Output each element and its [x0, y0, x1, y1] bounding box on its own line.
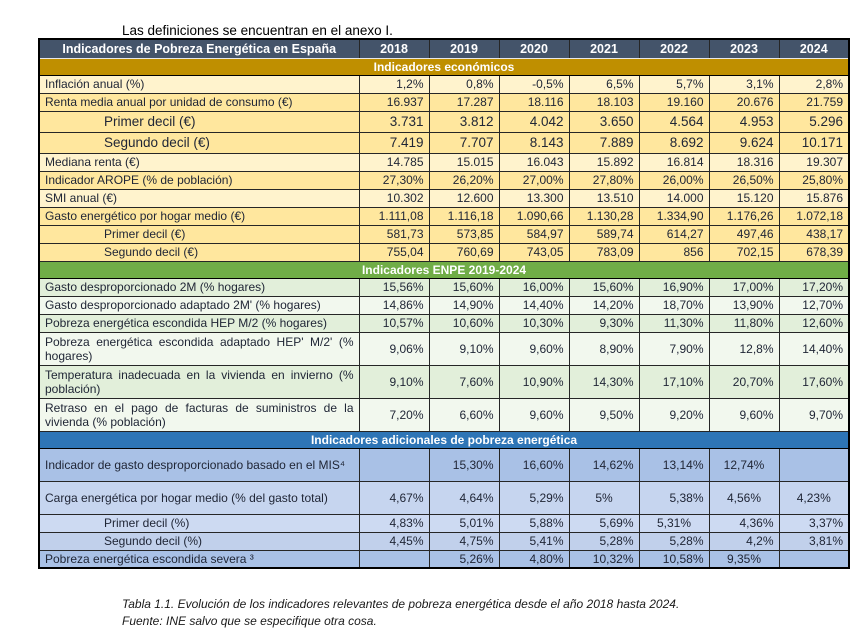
value-cell: 19.307	[779, 153, 849, 171]
table-row	[39, 481, 849, 514]
value-cell: 702,15	[709, 243, 779, 261]
row-label: Primer decil (€)	[39, 111, 359, 132]
value-cell: 14,62%	[569, 448, 639, 481]
table-row	[39, 514, 849, 532]
value-cell: 5,26%	[429, 550, 499, 568]
table-row	[39, 207, 849, 225]
value-cell: 9,20%	[639, 398, 709, 431]
year-column-header: 2023	[709, 39, 779, 58]
value-cell: 743,05	[499, 243, 569, 261]
value-cell: 7,20%	[359, 398, 429, 431]
section-header-row	[39, 58, 849, 75]
row-label: Pobreza energética escondida adaptado HEP' M/2' (% hogares)	[39, 332, 359, 365]
indicators-table	[38, 38, 850, 569]
value-cell: 18.116	[499, 93, 569, 111]
value-cell: 16.043	[499, 153, 569, 171]
table-row	[39, 278, 849, 296]
value-cell: 16.814	[639, 153, 709, 171]
value-cell: 20,70%	[709, 365, 779, 398]
row-label: Gasto desproporcionado 2M (% hogares)	[39, 278, 359, 296]
row-label: SMI anual (€)	[39, 189, 359, 207]
table-row	[39, 132, 849, 153]
value-cell: 4.953	[709, 111, 779, 132]
value-cell: 4.042	[499, 111, 569, 132]
value-cell: 3.812	[429, 111, 499, 132]
value-cell: 1.176,26	[709, 207, 779, 225]
value-cell: 12,60%	[779, 314, 849, 332]
value-cell: 4,75%	[429, 532, 499, 550]
value-cell: 5,01%	[429, 514, 499, 532]
value-cell: 856	[639, 243, 709, 261]
value-cell: 13.510	[569, 189, 639, 207]
value-cell: 9,30%	[569, 314, 639, 332]
value-cell: 8.143	[499, 132, 569, 153]
value-cell: 1.334,90	[639, 207, 709, 225]
value-cell: 1.130,28	[569, 207, 639, 225]
year-column-header: 2022	[639, 39, 709, 58]
value-cell: 14,30%	[569, 365, 639, 398]
value-cell: 4,83%	[359, 514, 429, 532]
indicators-table-container	[38, 38, 850, 569]
value-cell: 3.650	[569, 111, 639, 132]
value-cell: 14,40%	[779, 332, 849, 365]
value-cell: 589,74	[569, 225, 639, 243]
row-label: Segundo decil (€)	[39, 132, 359, 153]
value-cell: 16,90%	[639, 278, 709, 296]
value-cell: 14,20%	[569, 296, 639, 314]
year-column-header: 2018	[359, 39, 429, 58]
value-cell: 9.624	[709, 132, 779, 153]
value-cell: 26,20%	[429, 171, 499, 189]
row-label: Primer decil (%)	[39, 514, 359, 532]
value-cell: 10.302	[359, 189, 429, 207]
value-cell: 19.160	[639, 93, 709, 111]
value-cell	[779, 550, 849, 568]
value-cell: 5,28%	[569, 532, 639, 550]
value-cell: 5,29%	[499, 481, 569, 514]
table-row	[39, 448, 849, 481]
table-row	[39, 332, 849, 365]
value-cell: 15.892	[569, 153, 639, 171]
table-row	[39, 153, 849, 171]
year-column-header: 2019	[429, 39, 499, 58]
value-cell: 7,90%	[639, 332, 709, 365]
value-cell: 9,06%	[359, 332, 429, 365]
value-cell: 760,69	[429, 243, 499, 261]
value-cell: 4.564	[639, 111, 709, 132]
intro-text: Las definiciones se encuentran en el anexo I.	[122, 22, 393, 38]
value-cell: 26,00%	[639, 171, 709, 189]
row-label: Segundo decil (€)	[39, 243, 359, 261]
value-cell: 15,60%	[429, 278, 499, 296]
value-cell: 4,56%	[709, 481, 779, 514]
value-cell: 5,31%	[639, 514, 709, 532]
value-cell: 9,60%	[499, 332, 569, 365]
value-cell: 783,09	[569, 243, 639, 261]
value-cell: 614,27	[639, 225, 709, 243]
row-label: Temperatura inadecuada en la vivienda en invierno (% población)	[39, 365, 359, 398]
row-label: Gasto desproporcionado adaptado 2M' (% hogares)	[39, 296, 359, 314]
row-label: Renta media anual por unidad de consumo (€)	[39, 93, 359, 111]
value-cell: 17.287	[429, 93, 499, 111]
value-cell: 18,70%	[639, 296, 709, 314]
table-body	[39, 58, 849, 568]
value-cell: 7,60%	[429, 365, 499, 398]
value-cell	[359, 550, 429, 568]
value-cell: 15.015	[429, 153, 499, 171]
row-label: Mediana renta (€)	[39, 153, 359, 171]
table-caption	[122, 596, 679, 630]
value-cell: 12,8%	[709, 332, 779, 365]
value-cell: 4,23%	[779, 481, 849, 514]
row-label: Indicador AROPE (% de población)	[39, 171, 359, 189]
value-cell: 3,1%	[709, 75, 779, 93]
value-cell: 13,14%	[639, 448, 709, 481]
value-cell: 27,00%	[499, 171, 569, 189]
value-cell: 7.419	[359, 132, 429, 153]
value-cell: 27,30%	[359, 171, 429, 189]
value-cell: 5,88%	[499, 514, 569, 532]
value-cell: 20.676	[709, 93, 779, 111]
table-row	[39, 111, 849, 132]
value-cell	[359, 448, 429, 481]
section-header-adicionales: Indicadores adicionales de pobreza energética	[39, 431, 849, 448]
row-label: Primer decil (€)	[39, 225, 359, 243]
value-cell: 4,67%	[359, 481, 429, 514]
value-cell: 573,85	[429, 225, 499, 243]
value-cell: 25,80%	[779, 171, 849, 189]
value-cell: 4,80%	[499, 550, 569, 568]
value-cell: 9,35%	[709, 550, 779, 568]
table-row	[39, 75, 849, 93]
value-cell: 5.296	[779, 111, 849, 132]
value-cell: 1.090,66	[499, 207, 569, 225]
value-cell: 9,60%	[499, 398, 569, 431]
value-cell: 14.785	[359, 153, 429, 171]
value-cell: 14,90%	[429, 296, 499, 314]
table-row	[39, 532, 849, 550]
value-cell: 1.111,08	[359, 207, 429, 225]
value-cell: 9,10%	[359, 365, 429, 398]
row-label: Gasto energético por hogar medio (€)	[39, 207, 359, 225]
value-cell	[779, 448, 849, 481]
value-cell: 26,50%	[709, 171, 779, 189]
value-cell: 13,90%	[709, 296, 779, 314]
value-cell: 11,30%	[639, 314, 709, 332]
value-cell: 14,40%	[499, 296, 569, 314]
value-cell: 5,7%	[639, 75, 709, 93]
value-cell: 7.707	[429, 132, 499, 153]
value-cell: 16,00%	[499, 278, 569, 296]
value-cell: 755,04	[359, 243, 429, 261]
value-cell: 5,28%	[639, 532, 709, 550]
value-cell: -0,5%	[499, 75, 569, 93]
value-cell: 1,2%	[359, 75, 429, 93]
value-cell: 17,20%	[779, 278, 849, 296]
table-row	[39, 365, 849, 398]
value-cell: 10,30%	[499, 314, 569, 332]
value-cell: 7.889	[569, 132, 639, 153]
section-header-economicos: Indicadores económicos	[39, 58, 849, 75]
value-cell: 8.692	[639, 132, 709, 153]
value-cell: 678,39	[779, 243, 849, 261]
value-cell: 17,60%	[779, 365, 849, 398]
value-cell: 1.072,18	[779, 207, 849, 225]
value-cell: 10,60%	[429, 314, 499, 332]
table-row	[39, 550, 849, 568]
value-cell: 5,41%	[499, 532, 569, 550]
year-column-header: 2020	[499, 39, 569, 58]
value-cell: 0,8%	[429, 75, 499, 93]
row-label: Retraso en el pago de facturas de suministros de la vivienda (% población)	[39, 398, 359, 431]
value-cell: 3.731	[359, 111, 429, 132]
value-cell: 3,81%	[779, 532, 849, 550]
value-cell: 10,32%	[569, 550, 639, 568]
value-cell: 17,00%	[709, 278, 779, 296]
table-header-row	[39, 39, 849, 58]
table-title-cell: Indicadores de Pobreza Energética en España	[39, 39, 359, 58]
value-cell: 497,46	[709, 225, 779, 243]
value-cell: 16,60%	[499, 448, 569, 481]
row-label: Pobreza energética escondida severa ³	[39, 550, 359, 568]
value-cell: 6,60%	[429, 398, 499, 431]
value-cell: 27,80%	[569, 171, 639, 189]
table-row	[39, 93, 849, 111]
value-cell: 4,64%	[429, 481, 499, 514]
value-cell: 14.000	[639, 189, 709, 207]
value-cell: 17,10%	[639, 365, 709, 398]
value-cell: 4,45%	[359, 532, 429, 550]
value-cell: 12,74%	[709, 448, 779, 481]
value-cell: 14,86%	[359, 296, 429, 314]
year-column-header: 2021	[569, 39, 639, 58]
section-header-enpe: Indicadores ENPE 2019-2024	[39, 261, 849, 278]
value-cell: 5,69%	[569, 514, 639, 532]
value-cell: 438,17	[779, 225, 849, 243]
value-cell: 18.316	[709, 153, 779, 171]
value-cell: 15,60%	[569, 278, 639, 296]
row-label: Segundo decil (%)	[39, 532, 359, 550]
value-cell: 9,60%	[709, 398, 779, 431]
value-cell: 581,73	[359, 225, 429, 243]
row-label: Carga energética por hogar medio (% del gasto total)	[39, 481, 359, 514]
section-header-row	[39, 431, 849, 448]
value-cell: 3,37%	[779, 514, 849, 532]
value-cell: 12.600	[429, 189, 499, 207]
value-cell: 9,50%	[569, 398, 639, 431]
value-cell: 15.876	[779, 189, 849, 207]
table-row	[39, 314, 849, 332]
value-cell: 10.171	[779, 132, 849, 153]
value-cell: 8,90%	[569, 332, 639, 365]
table-row	[39, 171, 849, 189]
table-row	[39, 243, 849, 261]
value-cell: 4,36%	[709, 514, 779, 532]
row-label: Pobreza energética escondida HEP M/2 (% hogares)	[39, 314, 359, 332]
section-header-row	[39, 261, 849, 278]
value-cell: 584,97	[499, 225, 569, 243]
value-cell: 18.103	[569, 93, 639, 111]
value-cell: 13.300	[499, 189, 569, 207]
value-cell: 10,57%	[359, 314, 429, 332]
year-column-header: 2024	[779, 39, 849, 58]
value-cell: 10,58%	[639, 550, 709, 568]
row-label: Inflación anual (%)	[39, 75, 359, 93]
table-row	[39, 296, 849, 314]
value-cell: 12,70%	[779, 296, 849, 314]
value-cell: 5,38%	[639, 481, 709, 514]
value-cell: 16.937	[359, 93, 429, 111]
value-cell: 15,30%	[429, 448, 499, 481]
value-cell: 6,5%	[569, 75, 639, 93]
table-caption-title: Tabla 1.1. Evolución de los indicadores relevantes de pobreza energética desde el año 2018 hasta 2024.	[122, 597, 680, 611]
value-cell: 15,56%	[359, 278, 429, 296]
value-cell: 9,70%	[779, 398, 849, 431]
value-cell: 4,2%	[709, 532, 779, 550]
table-caption-source: Fuente: INE salvo que se especifique otra cosa.	[122, 614, 377, 628]
table-row	[39, 225, 849, 243]
value-cell: 5%	[569, 481, 639, 514]
value-cell: 11,80%	[709, 314, 779, 332]
value-cell: 21.759	[779, 93, 849, 111]
value-cell: 2,8%	[779, 75, 849, 93]
value-cell: 1.116,18	[429, 207, 499, 225]
value-cell: 9,10%	[429, 332, 499, 365]
value-cell: 10,90%	[499, 365, 569, 398]
row-label: Indicador de gasto desproporcionado basado en el MIS⁴	[39, 448, 359, 481]
value-cell: 15.120	[709, 189, 779, 207]
table-row	[39, 398, 849, 431]
table-row	[39, 189, 849, 207]
